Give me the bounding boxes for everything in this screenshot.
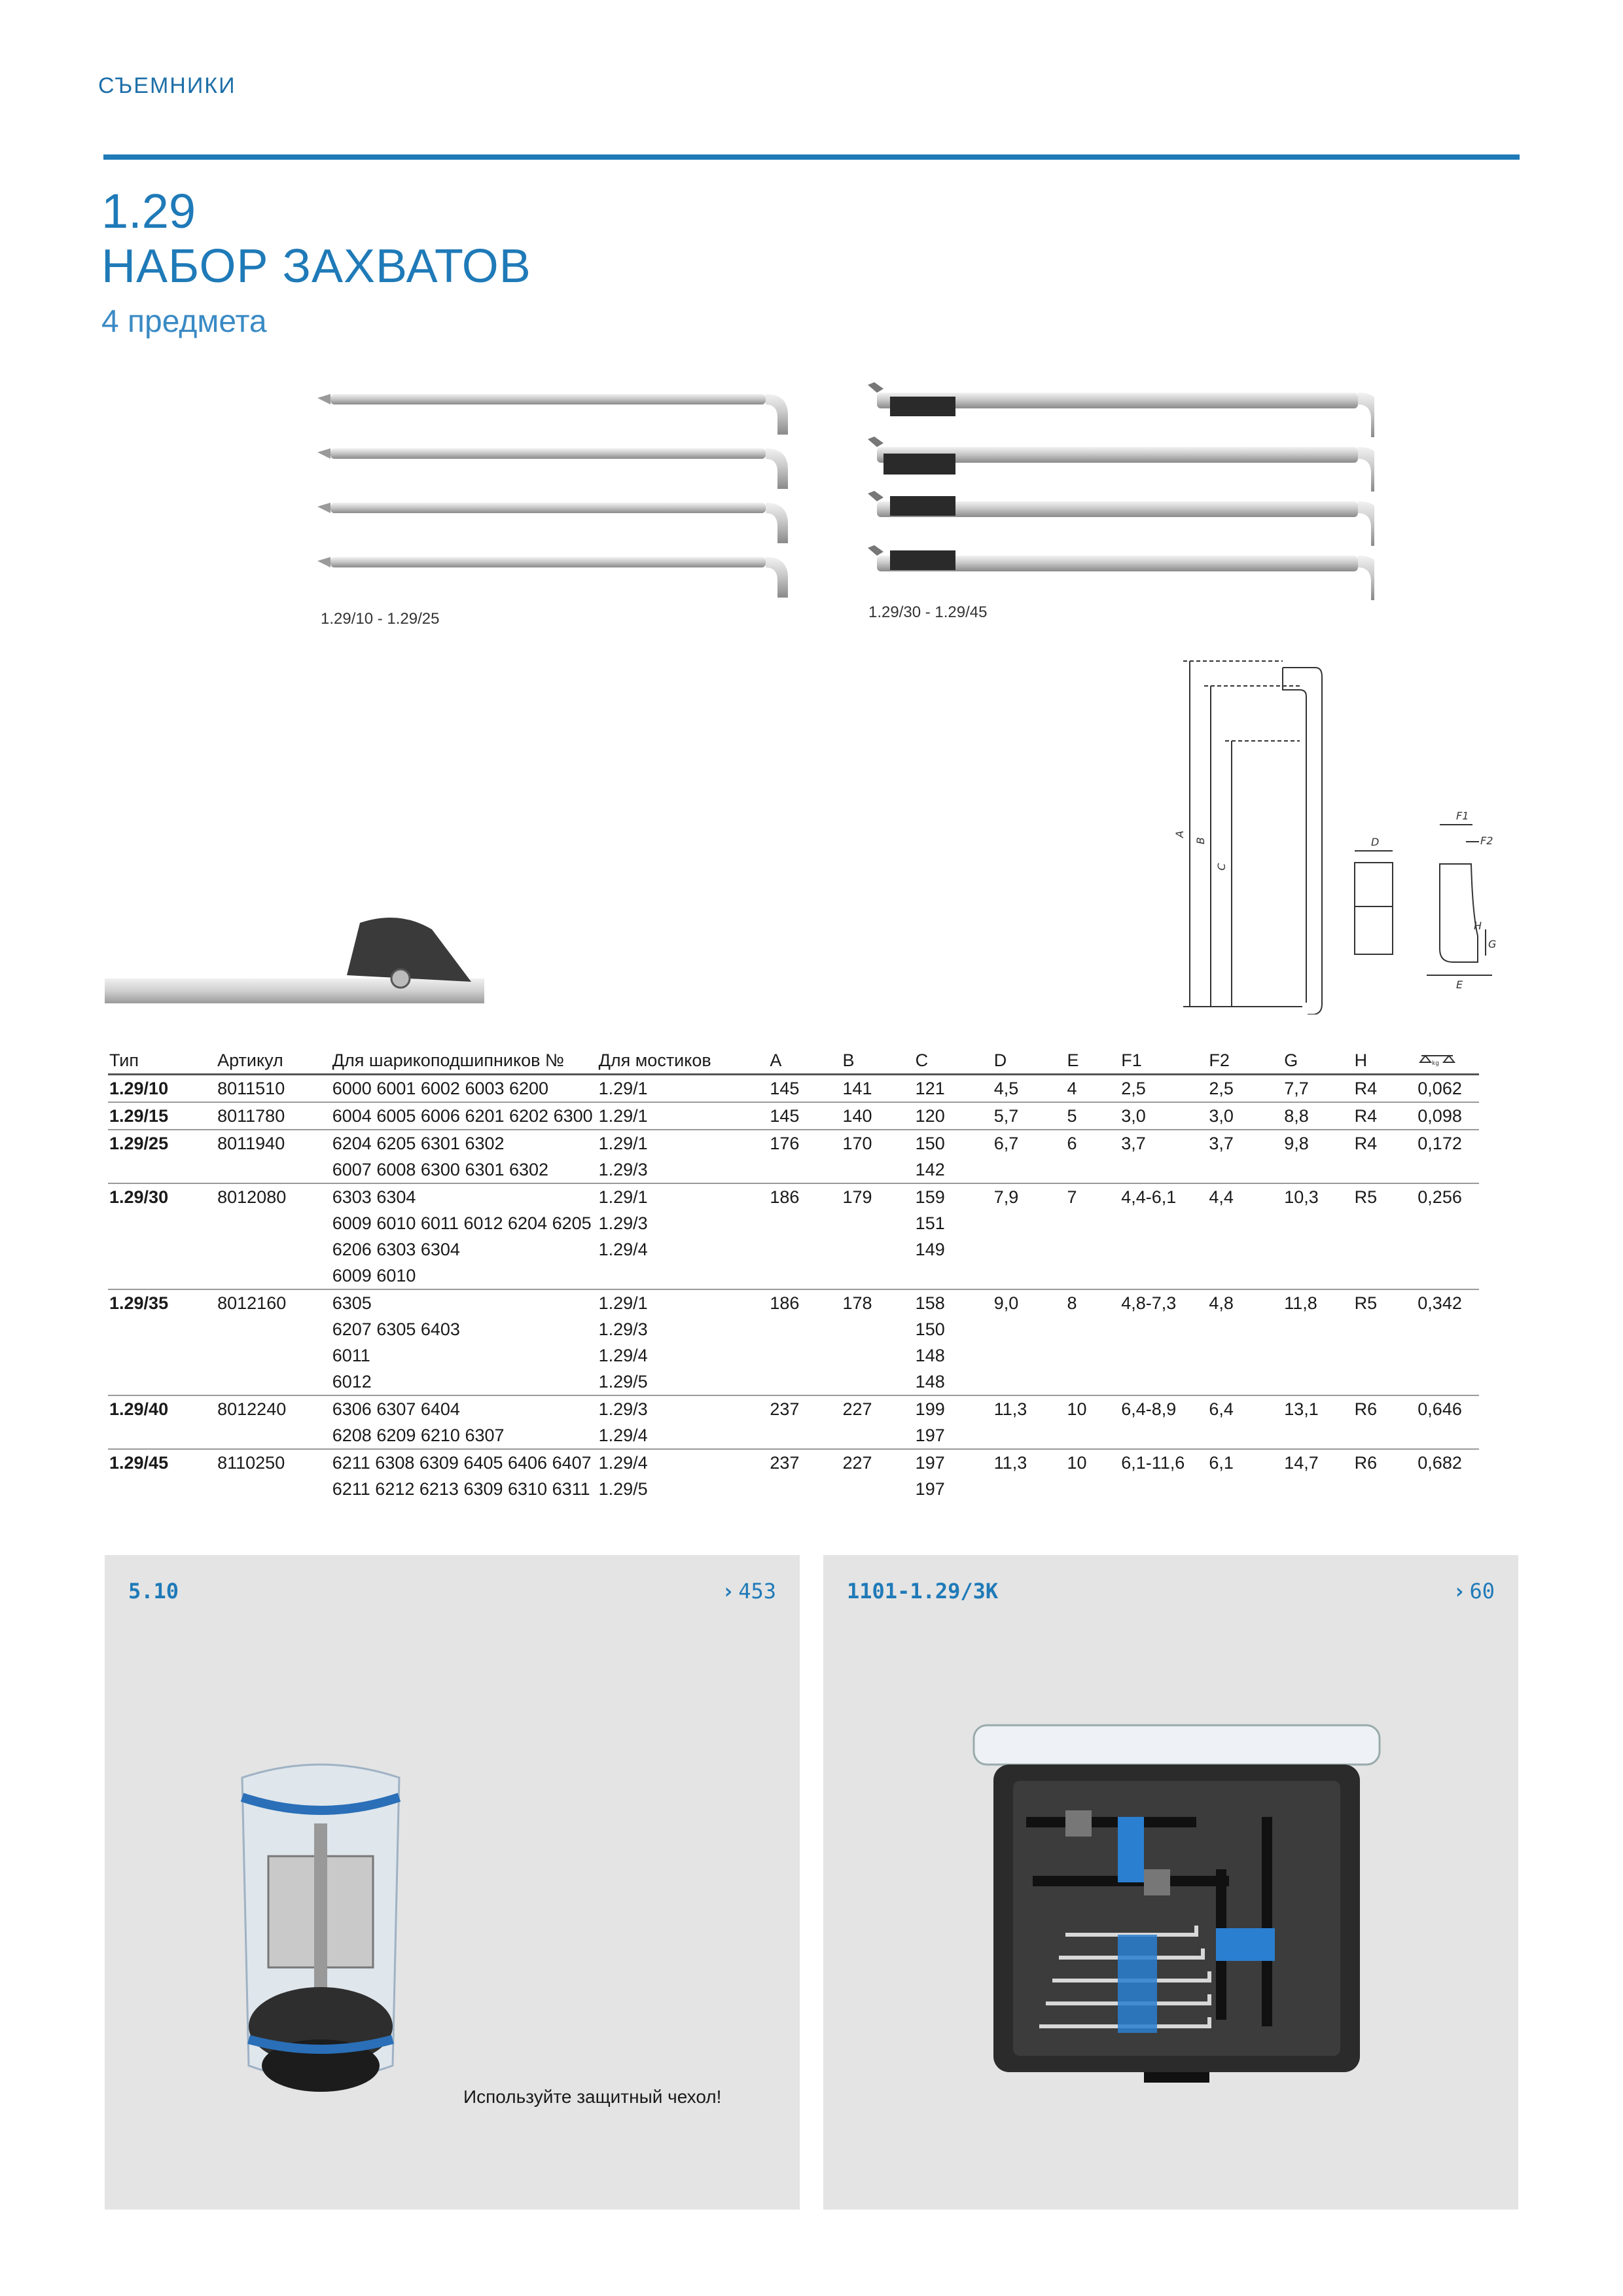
table-cell: 1.29/1 <box>597 1102 769 1130</box>
table-cell: R4 <box>1353 1130 1417 1157</box>
dimension-drawing <box>1165 648 1531 1014</box>
table-cell <box>1353 1236 1417 1263</box>
svg-text:E: E <box>1456 978 1463 991</box>
col-b: B <box>842 1046 914 1075</box>
col-e: E <box>1066 1046 1120 1075</box>
table-cell: 6211 6212 6213 6309 6310 6311 <box>332 1479 590 1499</box>
table-cell: 0,098 <box>1416 1102 1479 1130</box>
table-cell: 10 <box>1066 1449 1120 1476</box>
table-cell: 1.29/3 <box>598 1213 648 1233</box>
table-cell: 6011 <box>332 1346 370 1365</box>
claw-bar-with-block <box>868 545 1374 600</box>
table-cell: 6009 6010 <box>332 1266 416 1285</box>
table-cell: 199 <box>914 1395 993 1422</box>
table-cell: 6,7 <box>993 1130 1066 1157</box>
table-cell: 8 <box>1066 1289 1120 1316</box>
table-cell <box>842 1342 914 1369</box>
table-cell: 1.29/4 <box>597 1449 769 1476</box>
table-cell <box>216 1157 331 1183</box>
table-cell: 227 <box>842 1395 914 1422</box>
table-cell <box>1120 1263 1207 1289</box>
table-row <box>108 1263 1479 1289</box>
table-cell: 145 <box>768 1075 841 1103</box>
panel-code: 1101-1.29/3K <box>847 1579 999 1604</box>
table-cell: R6 <box>1353 1395 1417 1422</box>
table-cell: 6207 6305 6403 <box>332 1319 460 1339</box>
table-cell: 11,3 <box>993 1449 1066 1476</box>
table-cell <box>1416 1342 1479 1369</box>
table-row <box>108 1422 1479 1449</box>
type-cell <box>108 1369 216 1395</box>
table-cell <box>216 1342 331 1369</box>
table-cell <box>1066 1263 1120 1289</box>
table-cell: 1.29/1 <box>597 1183 769 1210</box>
table-cell: 186 <box>768 1289 841 1316</box>
claw-bar <box>317 557 788 598</box>
table-cell: 8,8 <box>1283 1102 1353 1130</box>
table-cell: 8011940 <box>216 1130 331 1157</box>
page-link[interactable] <box>1453 1579 1495 1604</box>
table-cell: 1.29/5 <box>598 1372 648 1391</box>
table-cell <box>1416 1422 1479 1449</box>
table-cell <box>1283 1422 1353 1449</box>
table-cell <box>1120 1157 1207 1183</box>
scale-icon <box>1418 1050 1457 1066</box>
table-cell: 148 <box>915 1346 945 1365</box>
table-cell <box>1207 1157 1283 1183</box>
table-cell: R6 <box>1353 1449 1417 1476</box>
table-cell <box>1207 1236 1283 1263</box>
table-cell: 237 <box>768 1449 841 1476</box>
table-cell: 197 <box>915 1426 945 1445</box>
type-cell <box>108 1210 216 1236</box>
table-row <box>108 1449 1479 1476</box>
table-cell <box>1120 1476 1207 1502</box>
svg-text:F1: F1 <box>1456 810 1469 822</box>
table-row <box>108 1210 1479 1236</box>
type-cell: 1.29/30 <box>108 1183 216 1210</box>
table-cell <box>216 1316 331 1342</box>
table-cell <box>216 1369 331 1395</box>
table-cell <box>993 1476 1066 1502</box>
table-cell <box>1283 1157 1353 1183</box>
table-cell: 6305 <box>331 1289 597 1316</box>
table-cell <box>1066 1342 1120 1369</box>
table-cell: 1.29/3 <box>598 1160 648 1179</box>
table-cell: 121 <box>914 1075 993 1103</box>
table-row <box>108 1183 1479 1210</box>
table-cell <box>216 1422 331 1449</box>
table-cell <box>842 1157 914 1183</box>
table-cell: 1.29/1 <box>597 1130 769 1157</box>
table-row <box>108 1476 1479 1502</box>
table-row <box>108 1075 1479 1103</box>
table-cell: 6000 6001 6002 6003 6200 <box>331 1075 597 1103</box>
table-cell: 141 <box>842 1075 914 1103</box>
table-cell: 0,062 <box>1416 1075 1479 1103</box>
product-subtitle: 4 предмета <box>101 304 267 339</box>
table-cell: 7 <box>1066 1183 1120 1210</box>
table-cell <box>1120 1342 1207 1369</box>
table-cell <box>597 1263 769 1289</box>
table-cell: 0,646 <box>1416 1395 1479 1422</box>
table-cell: R4 <box>1353 1075 1417 1103</box>
table-cell: 5,7 <box>993 1102 1066 1130</box>
table-cell <box>1120 1236 1207 1263</box>
table-cell <box>1353 1369 1417 1395</box>
table-cell <box>768 1342 841 1369</box>
claw-bar <box>317 503 788 543</box>
table-cell <box>842 1316 914 1342</box>
table-cell <box>1066 1236 1120 1263</box>
table-cell <box>1416 1369 1479 1395</box>
table-cell <box>216 1210 331 1236</box>
table-cell: 1.29/1 <box>597 1075 769 1103</box>
table-cell <box>993 1263 1066 1289</box>
svg-text:F2: F2 <box>1480 834 1493 847</box>
caption-left: 1.29/10 - 1.29/25 <box>321 610 440 628</box>
type-cell: 1.29/10 <box>108 1075 216 1103</box>
table-cell <box>1066 1476 1120 1502</box>
table-cell: 197 <box>914 1449 993 1476</box>
col-d: D <box>993 1046 1066 1075</box>
table-cell <box>842 1369 914 1395</box>
type-cell <box>108 1316 216 1342</box>
table-cell <box>1353 1263 1417 1289</box>
table-cell: 6,4-8,9 <box>1120 1395 1207 1422</box>
table-cell: 6004 6005 6006 6201 6202 6300 <box>331 1102 597 1130</box>
table-cell <box>1207 1476 1283 1502</box>
table-cell <box>993 1422 1066 1449</box>
table-cell <box>1120 1422 1207 1449</box>
table-cell: 142 <box>915 1160 945 1179</box>
table-cell: 2,5 <box>1120 1075 1207 1103</box>
tool-case-photo <box>967 1719 1386 2085</box>
col-f1: F1 <box>1120 1046 1207 1075</box>
table-cell <box>1416 1263 1479 1289</box>
table-cell: 149 <box>915 1240 945 1259</box>
type-cell: 1.29/15 <box>108 1102 216 1130</box>
table-cell: 145 <box>768 1102 841 1130</box>
table-cell: 3,0 <box>1207 1102 1283 1130</box>
table-cell: 1.29/4 <box>598 1346 648 1365</box>
table-cell <box>1416 1210 1479 1236</box>
col-a: A <box>768 1046 841 1075</box>
protective-cover-photo <box>223 1751 419 2118</box>
table-row <box>108 1395 1479 1422</box>
table-cell: 8012080 <box>216 1183 331 1210</box>
table-cell <box>1353 1342 1417 1369</box>
page-link-number: 60 <box>1469 1579 1495 1604</box>
col-g: G <box>1283 1046 1353 1075</box>
table-cell: 159 <box>914 1183 993 1210</box>
table-row <box>108 1130 1479 1157</box>
table-cell <box>993 1157 1066 1183</box>
table-cell: 197 <box>915 1479 945 1499</box>
table-cell: 9,0 <box>993 1289 1066 1316</box>
table-cell: 1.29/5 <box>598 1479 648 1499</box>
table-cell <box>1207 1210 1283 1236</box>
table-cell: 6009 6010 6011 6012 6204 6205 <box>332 1213 592 1233</box>
table-cell <box>1066 1422 1120 1449</box>
page-link-number: 453 <box>738 1579 776 1604</box>
table-cell: R5 <box>1353 1183 1417 1210</box>
table-cell: 0,172 <box>1416 1130 1479 1157</box>
col-f2: F2 <box>1207 1046 1283 1075</box>
table-row <box>108 1316 1479 1342</box>
spec-table <box>108 1046 1479 1502</box>
table-cell <box>216 1263 331 1289</box>
table-cell <box>842 1263 914 1289</box>
table-cell: 4,5 <box>993 1075 1066 1103</box>
table-cell <box>768 1157 841 1183</box>
table-cell <box>768 1316 841 1342</box>
table-cell: 2,5 <box>1207 1075 1283 1103</box>
table-cell: 1.29/3 <box>597 1395 769 1422</box>
table-cell: 8011510 <box>216 1075 331 1103</box>
type-cell: 1.29/25 <box>108 1130 216 1157</box>
table-cell: 170 <box>842 1130 914 1157</box>
section-title: СЪЕМНИКИ <box>98 73 236 98</box>
table-cell: 3,7 <box>1207 1130 1283 1157</box>
table-cell: 11,3 <box>993 1395 1066 1422</box>
table-cell <box>1207 1342 1283 1369</box>
svg-text:A: A <box>1173 831 1186 838</box>
table-cell <box>1353 1316 1417 1342</box>
claw-bar <box>317 448 788 489</box>
table-cell <box>216 1476 331 1502</box>
table-cell: 8012160 <box>216 1289 331 1316</box>
table-cell <box>768 1236 841 1263</box>
table-cell <box>768 1210 841 1236</box>
header-rule <box>103 154 1520 160</box>
table-cell <box>1283 1263 1353 1289</box>
table-cell: 237 <box>768 1395 841 1422</box>
table-cell <box>993 1342 1066 1369</box>
table-cell: 1.29/3 <box>598 1319 648 1339</box>
type-cell: 1.29/45 <box>108 1449 216 1476</box>
claw-bar-with-block <box>868 382 1374 437</box>
table-cell <box>1207 1263 1283 1289</box>
page-link[interactable] <box>722 1579 776 1604</box>
product-number: 1.29 <box>101 184 196 238</box>
claws-photo-large <box>864 373 1374 602</box>
table-cell <box>1120 1316 1207 1342</box>
table-cell <box>1416 1236 1479 1263</box>
svg-text:C: C <box>1215 863 1228 870</box>
type-cell: 1.29/40 <box>108 1395 216 1422</box>
table-cell <box>768 1369 841 1395</box>
table-cell <box>914 1263 993 1289</box>
table-cell: 120 <box>914 1102 993 1130</box>
table-row <box>108 1369 1479 1395</box>
table-cell <box>1353 1157 1417 1183</box>
table-cell <box>1066 1157 1120 1183</box>
table-cell: 178 <box>842 1289 914 1316</box>
table-cell: 9,8 <box>1283 1130 1353 1157</box>
claws-photo-small <box>314 380 798 602</box>
table-cell: 6204 6205 6301 6302 <box>331 1130 597 1157</box>
table-row <box>108 1289 1479 1316</box>
col-article: Артикул <box>216 1046 331 1075</box>
svg-text:B: B <box>1194 837 1207 844</box>
table-cell: 3,7 <box>1120 1130 1207 1157</box>
svg-text:kg: kg <box>1432 1060 1440 1066</box>
table-cell <box>993 1236 1066 1263</box>
chevron-right-icon: › <box>721 1579 735 1604</box>
table-cell: 6,4 <box>1207 1395 1283 1422</box>
table-cell <box>993 1369 1066 1395</box>
type-cell <box>108 1422 216 1449</box>
table-cell <box>842 1476 914 1502</box>
table-cell <box>842 1422 914 1449</box>
table-cell: 6012 <box>332 1372 372 1391</box>
table-cell: 6208 6209 6210 6307 <box>332 1426 505 1445</box>
table-row <box>108 1236 1479 1263</box>
table-cell <box>1416 1476 1479 1502</box>
table-cell <box>993 1210 1066 1236</box>
table-cell: 179 <box>842 1183 914 1210</box>
table-cell: 1.29/4 <box>598 1426 648 1445</box>
table-cell: 6306 6307 6404 <box>331 1395 597 1422</box>
type-cell <box>108 1476 216 1502</box>
accessory-panel-cover <box>105 1555 800 2210</box>
table-cell: 151 <box>915 1213 945 1233</box>
table-cell <box>1353 1422 1417 1449</box>
svg-text:H: H <box>1474 920 1482 932</box>
table-cell: 6211 6308 6309 6405 6406 6407 <box>331 1449 597 1476</box>
svg-text:G: G <box>1488 938 1497 950</box>
table-cell <box>768 1422 841 1449</box>
chevron-right-icon: › <box>1453 1579 1466 1604</box>
table-cell: 6303 6304 <box>331 1183 597 1210</box>
table-cell <box>1066 1316 1120 1342</box>
col-type: Тип <box>108 1046 216 1075</box>
type-cell <box>108 1342 216 1369</box>
table-cell <box>1283 1476 1353 1502</box>
type-cell <box>108 1263 216 1289</box>
table-cell: 10,3 <box>1283 1183 1353 1210</box>
table-cell <box>842 1236 914 1263</box>
table-cell: 227 <box>842 1449 914 1476</box>
table-cell <box>1283 1210 1353 1236</box>
table-cell: 0,342 <box>1416 1289 1479 1316</box>
table-cell <box>1066 1210 1120 1236</box>
type-cell <box>108 1236 216 1263</box>
table-cell: 150 <box>915 1319 945 1339</box>
table-cell <box>1283 1369 1353 1395</box>
table-cell: R5 <box>1353 1289 1417 1316</box>
table-cell: 11,8 <box>1283 1289 1353 1316</box>
table-cell: 4,8 <box>1207 1289 1283 1316</box>
table-cell: 8110250 <box>216 1449 331 1476</box>
type-cell <box>108 1157 216 1183</box>
col-weight <box>1416 1046 1479 1075</box>
table-cell: 4 <box>1066 1075 1120 1103</box>
table-cell: 150 <box>914 1130 993 1157</box>
table-cell: 0,256 <box>1416 1183 1479 1210</box>
bridge-photo <box>105 910 491 1008</box>
table-cell <box>1120 1210 1207 1236</box>
table-cell: 176 <box>768 1130 841 1157</box>
table-cell: 8011780 <box>216 1102 331 1130</box>
table-cell: 7,9 <box>993 1183 1066 1210</box>
table-cell <box>1416 1157 1479 1183</box>
table-cell <box>1283 1236 1353 1263</box>
table-cell: 10 <box>1066 1395 1120 1422</box>
panel-code: 5.10 <box>128 1579 179 1604</box>
table-cell: 3,0 <box>1120 1102 1207 1130</box>
table-header-row <box>108 1046 1479 1075</box>
table-cell <box>1066 1369 1120 1395</box>
svg-text:D: D <box>1371 836 1380 848</box>
table-cell: 158 <box>914 1289 993 1316</box>
claw-bar-with-block <box>868 491 1374 546</box>
table-cell <box>1353 1476 1417 1502</box>
table-cell <box>1120 1369 1207 1395</box>
table-cell <box>1283 1342 1353 1369</box>
table-cell <box>1207 1369 1283 1395</box>
table-cell <box>1207 1316 1283 1342</box>
table-cell: 186 <box>768 1183 841 1210</box>
table-row <box>108 1342 1479 1369</box>
table-cell <box>1207 1422 1283 1449</box>
table-cell: 6,1-11,6 <box>1120 1449 1207 1476</box>
col-h: H <box>1353 1046 1417 1075</box>
table-cell: 4,8-7,3 <box>1120 1289 1207 1316</box>
table-cell <box>842 1210 914 1236</box>
table-cell: 140 <box>842 1102 914 1130</box>
col-bridges: Для мостиков <box>597 1046 769 1075</box>
table-cell: 14,7 <box>1283 1449 1353 1476</box>
table-cell <box>216 1236 331 1263</box>
table-cell <box>1283 1316 1353 1342</box>
type-cell: 1.29/35 <box>108 1289 216 1316</box>
table-cell: 7,7 <box>1283 1075 1353 1103</box>
table-cell <box>768 1263 841 1289</box>
table-cell: 1.29/4 <box>598 1240 648 1259</box>
table-row <box>108 1102 1479 1130</box>
table-cell: 6,1 <box>1207 1449 1283 1476</box>
table-cell: 5 <box>1066 1102 1120 1130</box>
table-cell <box>1416 1316 1479 1342</box>
table-cell: 4,4 <box>1207 1183 1283 1210</box>
table-cell <box>993 1316 1066 1342</box>
table-cell: R4 <box>1353 1102 1417 1130</box>
table-cell: 6206 6303 6304 <box>332 1240 460 1259</box>
panel-note: Используйте защитный чехол! <box>463 2087 722 2107</box>
col-bearings: Для шарикоподшипников № <box>331 1046 597 1075</box>
table-cell <box>1353 1210 1417 1236</box>
table-cell: 8012240 <box>216 1395 331 1422</box>
claw-bar <box>317 394 788 435</box>
table-cell: 6 <box>1066 1130 1120 1157</box>
table-cell: 148 <box>915 1372 945 1391</box>
accessory-panel-case <box>823 1555 1518 2210</box>
table-cell: 0,682 <box>1416 1449 1479 1476</box>
table-cell <box>768 1476 841 1502</box>
col-c: C <box>914 1046 993 1075</box>
table-cell: 1.29/1 <box>597 1289 769 1316</box>
table-cell: 4,4-6,1 <box>1120 1183 1207 1210</box>
caption-right: 1.29/30 - 1.29/45 <box>868 603 988 621</box>
product-title: НАБОР ЗАХВАТОВ <box>101 240 531 293</box>
table-cell: 6007 6008 6300 6301 6302 <box>332 1160 549 1179</box>
claw-bar-with-block <box>868 437 1374 492</box>
table-row <box>108 1157 1479 1183</box>
table-cell: 13,1 <box>1283 1395 1353 1422</box>
